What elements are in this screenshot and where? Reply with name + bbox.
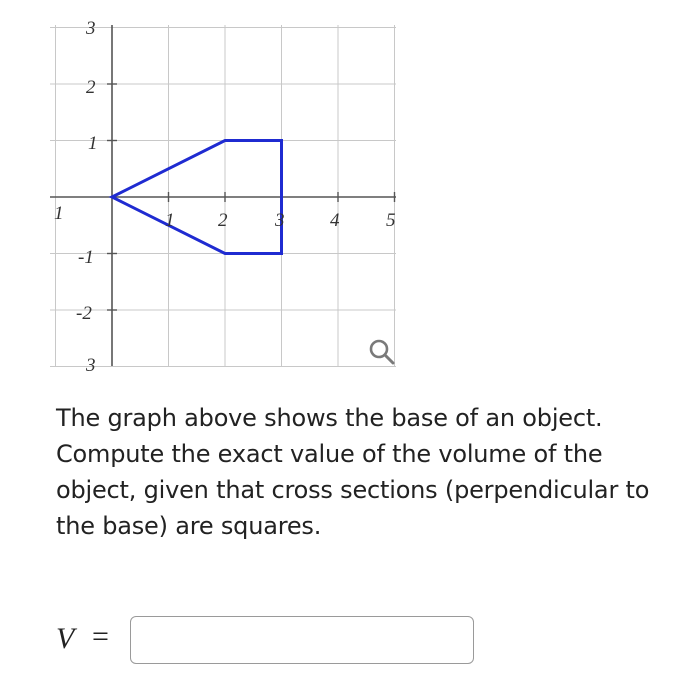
y-tick-label-1: 1 (88, 133, 98, 154)
magnifier-icon[interactable] (366, 336, 398, 368)
y-tick-label-2: 2 (86, 77, 96, 98)
x-tick-label-4: 4 (330, 210, 340, 231)
volume-answer-input[interactable] (130, 616, 474, 664)
grid-lines (50, 25, 396, 367)
problem-statement: The graph above shows the base of an object. Compute the exact value of the volume of the object, given that cross sections (perpendicular to the base) are squares. (56, 404, 650, 540)
y-tick-label-neg1: -1 (78, 247, 94, 268)
x-tick-label-5: 5 (386, 210, 396, 231)
x-tick-label-1: 1 (165, 210, 175, 231)
y-tick-label-neg2: -2 (76, 303, 92, 324)
graph-base-of-object (0, 0, 420, 380)
equals-sign: = (92, 620, 109, 653)
x-edge-label: 1 (54, 203, 64, 224)
x-tick-label-3: 3 (275, 210, 285, 231)
answer-variable-label: V (56, 622, 75, 655)
y-tick-label-3-top: 3 (86, 18, 96, 39)
x-tick-label-2: 2 (218, 210, 228, 231)
y-tick-label-3-bottom: 3 (86, 355, 96, 376)
